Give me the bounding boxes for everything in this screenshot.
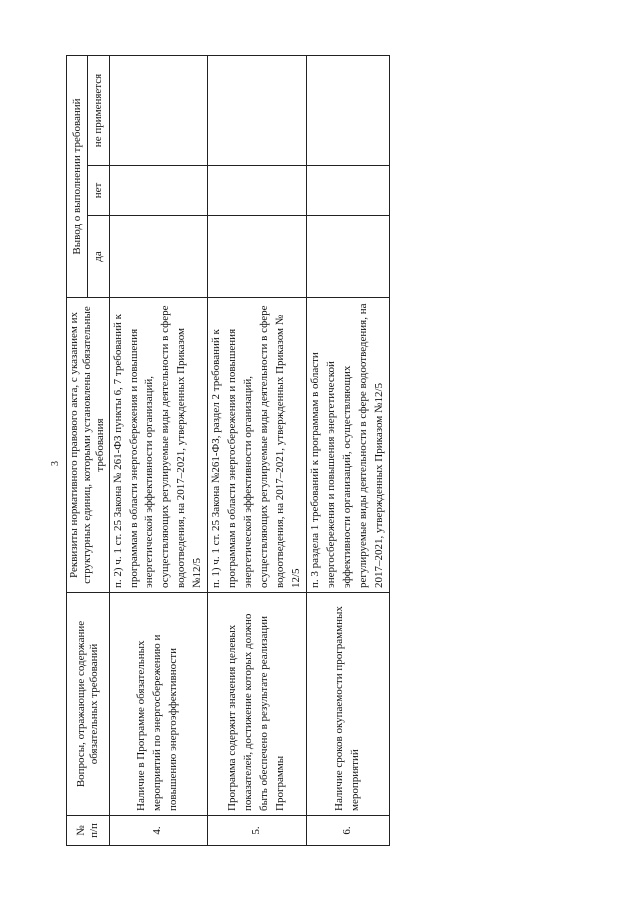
header-num: № п/п (67, 816, 110, 846)
row-requisites: п. 2) ч. 1 ст. 25 Закона № 261-ФЗ пункты 6, 7 требований к программам в области энергосбережения и повышения энергетической эффективности организаций, осуществляющих регулируемые виды деятельности в сфере водоотведения, на 2017–2021, утвержденных Приказом №12/5 (109, 298, 208, 593)
row-requisites: п. 3 раздела 1 требований к программам в области энергосбережения и повышения энергетической эффективности организаций, осуществляющих регулируемые виды деятельности в сфере водоотведения, на 2017–2021, утвержденных Приказом №12/5 (306, 298, 389, 593)
requirements-table (66, 55, 390, 846)
cell-no (109, 166, 208, 216)
cell-yes (109, 216, 208, 298)
header-conclusion: Вывод о выполнении требований (67, 56, 88, 298)
rotated-sheet (50, 56, 438, 846)
table-row (109, 56, 208, 846)
cell-not-applicable (306, 56, 389, 166)
cell-not-applicable (109, 56, 208, 166)
cell-yes (306, 216, 389, 298)
cell-not-applicable (208, 56, 307, 166)
cell-yes (208, 216, 307, 298)
header-yes: да (88, 216, 109, 298)
page-number: 3 (50, 461, 61, 466)
header-question: Вопросы, отражающие содержание обязательных требований (67, 593, 110, 816)
table-row (306, 56, 389, 846)
header-requisites: Реквизиты нормативного правового акта, с указанием их структурных единиц, которыми установлены обязательные требования (67, 298, 110, 593)
cell-no (306, 166, 389, 216)
row-question: Программа содержит значения целевых показателей, достижение которых должно быть обеспечено в результате реализации Программы (208, 593, 307, 816)
header-not-applicable: не применяется (88, 56, 109, 166)
row-number: 5. (208, 816, 307, 846)
header-no: нет (88, 166, 109, 216)
row-requisites: п. 1) ч. 1 ст. 25 Закона №261-ФЗ, раздел 2 требований к программам в области энергосбережения и повышения энергетической эффективности организаций, осуществляющих регулируемые виды деятельности в сфере водоотведения, на 2017–2021, утвержденных Приказом № 12/5 (208, 298, 307, 593)
row-question: Наличие в Программе обязательных мероприятий по энергосбережению и повышению энергоэффективности (109, 593, 208, 816)
row-question: Наличие сроков окупаемости программных мероприятий (306, 593, 389, 816)
table-row (208, 56, 307, 846)
row-number: 6. (306, 816, 389, 846)
row-number: 4. (109, 816, 208, 846)
cell-no (208, 166, 307, 216)
